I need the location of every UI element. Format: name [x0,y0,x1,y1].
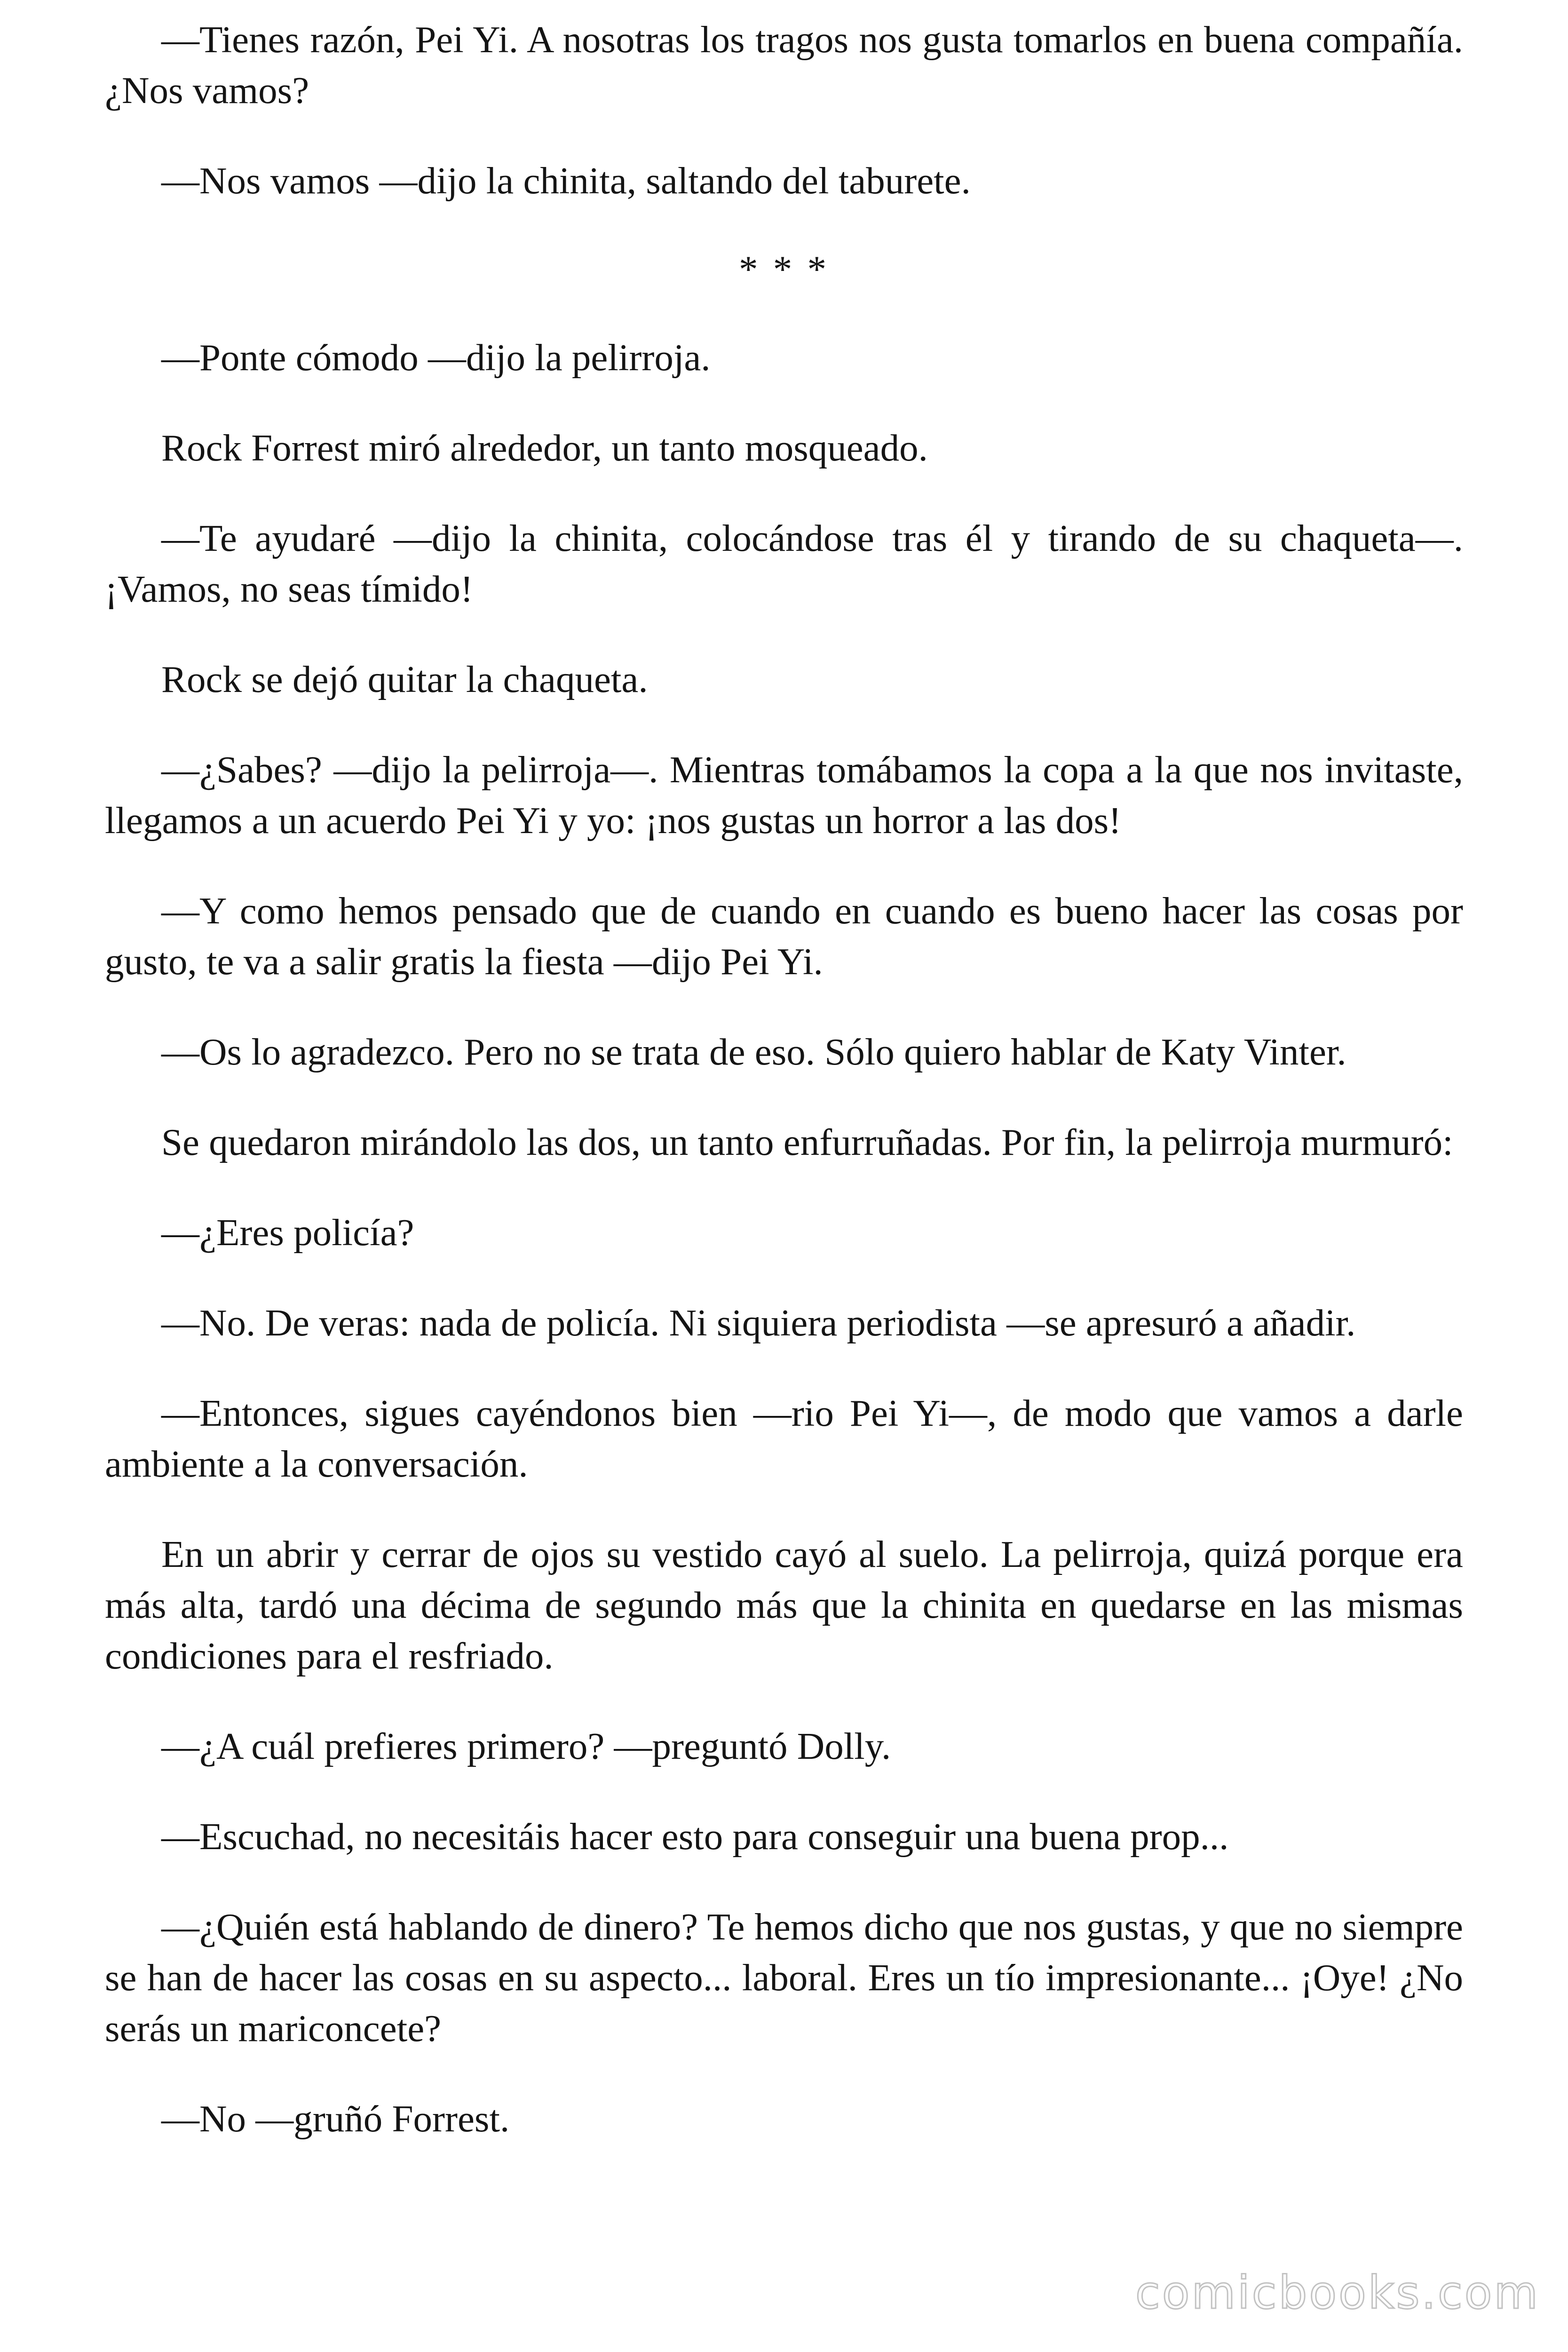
paragraph-9: —Os lo agradezco. Pero no se trata de eso. Sólo quiero hablar de Katy Vinter. [161,1031,1346,1073]
paragraph-2: —Nos vamos —dijo la chinita, saltando del taburete. [161,159,971,202]
paragraph-8: —Y como hemos pensado que de cuando en cuando es bueno hacer las cosas por gusto, te va a salir gratis la fiesta —dijo Pei Yi. [105,890,1463,983]
paragraph-4: Rock Forrest miró alrededor, un tanto mosqueado. [161,427,928,469]
paragraph-3: —Ponte cómodo —dijo la pelirroja. [161,336,711,379]
section-break: * * * [739,248,829,290]
paragraph-14: En un abrir y cerrar de ojos su vestido cayó al suelo. La pelirroja, quizá porque era más alta, tardó una décima de segundo más que la chinita en quedarse en las mismas condiciones para el resfriado. [105,1533,1463,1677]
paragraph-10: Se quedaron mirándolo las dos, un tanto enfurruñadas. Por fin, la pelirroja murmuró: [161,1121,1453,1163]
paragraph-7: —¿Sabes? —dijo la pelirroja—. Mientras tomábamos la copa a la que nos invitaste, llegamos a un acuerdo Pei Yi y yo: ¡nos gustas un horror a las dos! [105,748,1463,842]
paragraph-16: —Escuchad, no necesitáis hacer esto para conseguir una buena prop... [161,1815,1229,1858]
paragraph-11: —¿Eres policía? [161,1211,414,1254]
paragraph-5: —Te ayudaré —dijo la chinita, colocándose tras él y tirando de su chaqueta—. ¡Vamos, no seas tímido! [105,517,1463,610]
paragraph-13: —Entonces, sigues cayéndonos bien —rio Pei Yi—, de modo que vamos a darle ambiente a la conversación. [105,1392,1463,1485]
paragraph-17: —¿Quién está hablando de dinero? Te hemos dicho que nos gustas, y que no siempre se han de hacer las cosas en su aspecto... laboral. Eres un tío impresionante... ¡Oye! ¿No serás un mariconcete? [105,1906,1463,2050]
paragraph-6: Rock se dejó quitar la chaqueta. [161,658,648,700]
watermark-logo: comicbooks.com [1135,2266,1540,2319]
paragraph-12: —No. De veras: nada de policía. Ni siquiera periodista —se apresuró a añadir. [161,1302,1356,1344]
page-body [105,14,1463,2144]
paragraph-18: —No —gruñó Forrest. [161,2098,510,2140]
paragraph-15: —¿A cuál prefieres primero? —preguntó Dolly. [161,1725,891,1767]
paragraph-1: —Tienes razón, Pei Yi. A nosotras los tragos nos gusta tomarlos en buena compañía. ¿Nos vamos? [105,18,1463,111]
